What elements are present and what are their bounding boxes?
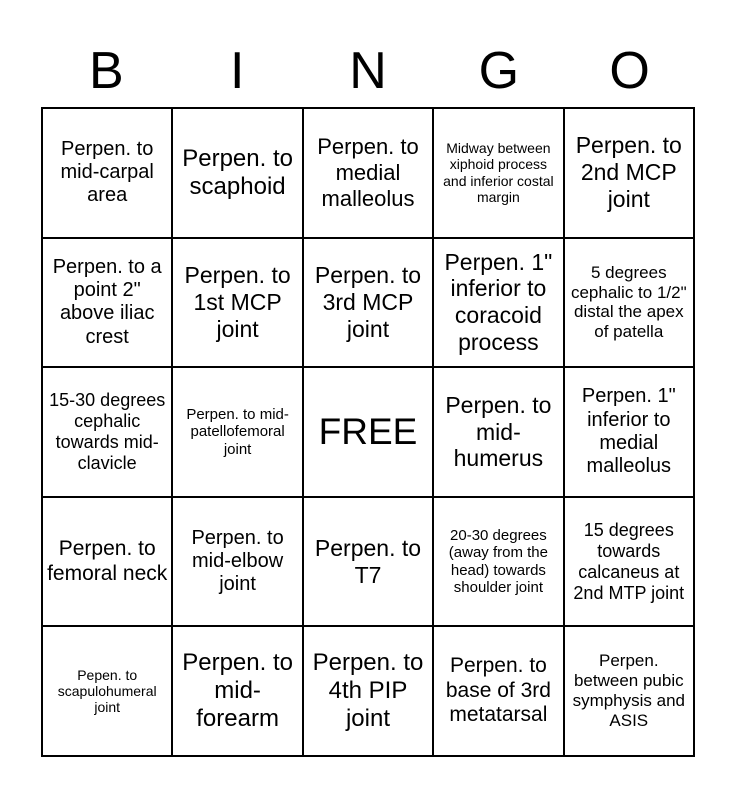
bingo-cell[interactable] [433, 626, 563, 756]
bingo-cell-text: Perpen. to a point 2" above iliac crest [52, 255, 162, 348]
bingo-letter-n: N [349, 42, 387, 100]
bingo-cell-text: 20-30 degrees (away from the head) towards shoulder joint [448, 526, 548, 597]
bingo-cell[interactable] [564, 367, 694, 497]
bingo-cell-text: Perpen. to 2nd MCP joint [575, 132, 682, 213]
bingo-letter-b: B [89, 42, 124, 100]
bingo-grid [41, 107, 695, 757]
bingo-cell[interactable] [42, 367, 172, 497]
bingo-cell[interactable] [172, 238, 302, 368]
bingo-cell-text: Perpen. to 3rd MCP joint [314, 262, 422, 342]
bingo-cell-text: Pepen. to scapulohumeral joint [57, 666, 157, 716]
bingo-cell[interactable] [564, 108, 694, 238]
bingo-cell-free[interactable] [303, 367, 433, 497]
bingo-cell-text: Perpen. to scaphoid [182, 144, 293, 200]
bingo-letter-g: G [478, 42, 520, 100]
bingo-cell[interactable] [303, 238, 433, 368]
bingo-letter-i: I [229, 42, 245, 100]
bingo-cell[interactable] [42, 626, 172, 756]
bingo-cell[interactable] [42, 497, 172, 627]
bingo-cell-text: 15 degrees towards calcaneus at 2nd MTP joint [573, 519, 685, 603]
bingo-cell-text: 15-30 degrees cephalic towards mid-clavicle [49, 389, 166, 474]
bingo-cell-text: FREE [318, 411, 418, 453]
bingo-cell[interactable] [564, 238, 694, 368]
bingo-cell[interactable] [303, 497, 433, 627]
bingo-cell-text: Perpen. to T7 [314, 534, 422, 588]
bingo-cell[interactable] [564, 497, 694, 627]
bingo-cell[interactable] [433, 367, 563, 497]
bingo-cell[interactable] [172, 108, 302, 238]
bingo-letter-o: O [609, 42, 650, 100]
bingo-cell[interactable] [433, 497, 563, 627]
bingo-cell-text: Perpen. to mid-elbow joint [191, 526, 284, 596]
bingo-cell-text: Perpen. 1" inferior to coracoid process [444, 248, 553, 356]
bingo-cell-text: Perpen. to mid-forearm [182, 649, 293, 733]
bingo-cell-text: Perpen. to femoral neck [47, 537, 168, 585]
bingo-cell[interactable] [42, 238, 172, 368]
bingo-cell-text: Perpen. to 1st MCP joint [184, 262, 291, 342]
bingo-cell-text: Perpen. to base of 3rd metatarsal [445, 654, 551, 727]
bingo-cell[interactable] [172, 367, 302, 497]
bingo-cell-text: Perpen. to 4th PIP joint [312, 649, 424, 733]
bingo-cell[interactable] [172, 626, 302, 756]
bingo-cell-text: Perpen. 1" inferior to medial malleolus [581, 385, 676, 478]
bingo-title [41, 0, 695, 107]
bingo-cell-text: Perpen. between pubic symphysis and ASIS [572, 651, 685, 731]
bingo-cell[interactable] [564, 626, 694, 756]
bingo-cell[interactable] [433, 108, 563, 238]
bingo-cell-text: Perpen. to mid-patellofemoral joint [186, 405, 289, 458]
bingo-cell[interactable] [42, 108, 172, 238]
bingo-cell-text: 5 degrees cephalic to 1/2" distal the apex of patella [570, 262, 687, 342]
bingo-cell[interactable] [433, 238, 563, 368]
bingo-cell[interactable] [172, 497, 302, 627]
bingo-cell-text: Midway between xiphoid process and inferior costal margin [443, 140, 554, 206]
bingo-cell-text: Perpen. to medial malleolus [317, 134, 419, 211]
bingo-cell[interactable] [303, 108, 433, 238]
bingo-cell-text: Perpen. to mid-humerus [445, 391, 552, 472]
bingo-cell[interactable] [303, 626, 433, 756]
bingo-cell-text: Perpen. to mid-carpal area [60, 137, 154, 207]
